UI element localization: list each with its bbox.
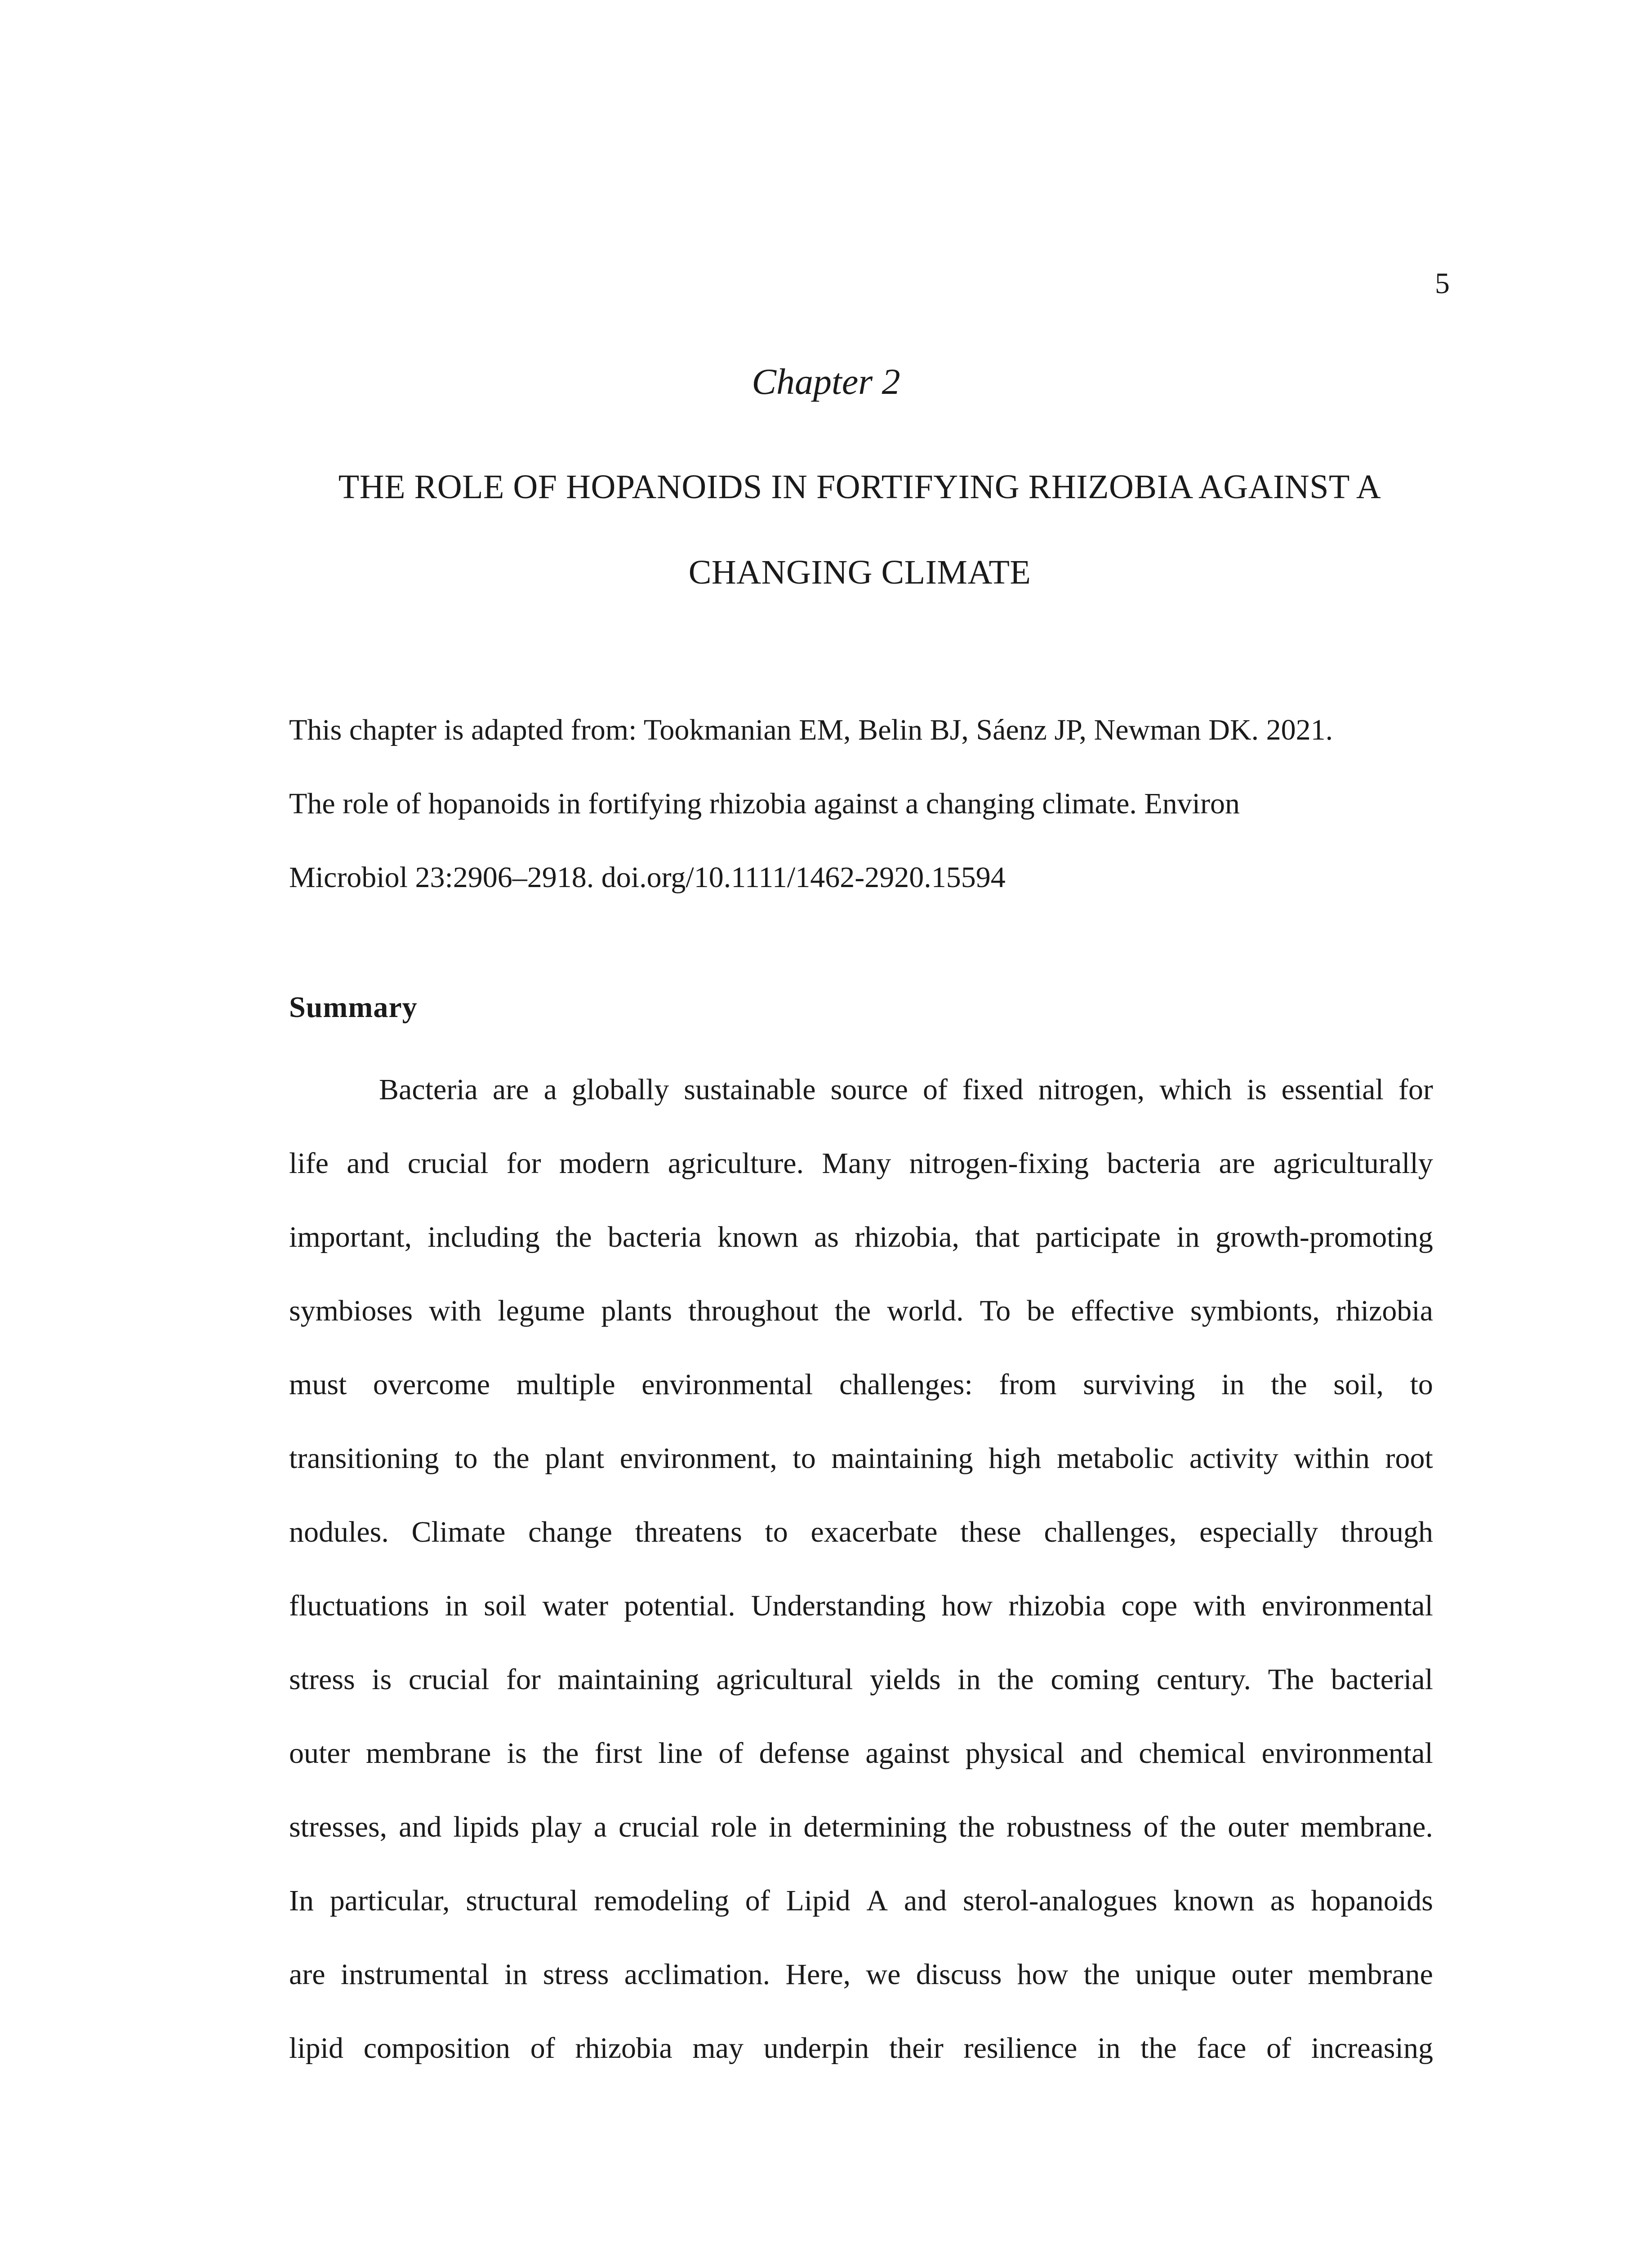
word: composition (363, 2032, 511, 2065)
word: defense (759, 1737, 850, 1770)
paragraph-line (289, 1569, 1433, 1643)
word: hopanoids (1311, 1884, 1433, 1917)
word: outer (289, 1737, 350, 1770)
word: is (507, 1737, 527, 1770)
word: in (1221, 1368, 1245, 1401)
word: world. (887, 1294, 964, 1327)
word: for (1398, 1073, 1433, 1106)
word: stress (289, 1663, 355, 1696)
word: agriculture. (668, 1147, 804, 1180)
word: that (975, 1221, 1020, 1253)
word: environmental (1261, 1737, 1433, 1770)
word: Understanding (751, 1589, 926, 1622)
word: fluctuations (289, 1589, 429, 1622)
word: are (1219, 1147, 1256, 1180)
word: are (289, 1958, 325, 1991)
word: rhizobia (575, 2032, 672, 2065)
word: the (493, 1442, 530, 1475)
word: exacerbate (810, 1516, 938, 1548)
word: with (1193, 1589, 1246, 1622)
word: in (769, 1811, 792, 1843)
paragraph-line (289, 2012, 1433, 2085)
word: acclimation. (624, 1958, 770, 1991)
word: a (593, 1811, 607, 1843)
word: membrane. (1300, 1811, 1433, 1843)
word: to (793, 1442, 816, 1475)
page-number: 5 (1435, 267, 1450, 300)
citation-line: Microbiol 23:2906–2918. doi.org/10.1111/1462-2920.15594 (289, 861, 1006, 894)
word: the (1140, 2032, 1177, 2065)
paragraph-line (289, 1200, 1433, 1274)
word: line (658, 1737, 703, 1770)
chapter-label: Chapter 2 (752, 361, 900, 402)
word: these (960, 1516, 1021, 1548)
word: nitrogen, (1038, 1073, 1145, 1106)
word: which (1159, 1073, 1232, 1106)
word: crucial (619, 1811, 699, 1843)
word: modern (559, 1147, 650, 1180)
paragraph-line (289, 1495, 1433, 1569)
word: globally (571, 1073, 669, 1106)
word: threatens (635, 1516, 742, 1548)
word: Lipid (786, 1884, 850, 1917)
word: the (1083, 1958, 1120, 1991)
word: increasing (1311, 2032, 1433, 2065)
word: of (1143, 1811, 1168, 1843)
word: Here, (785, 1958, 851, 1991)
word: resilience (963, 2032, 1078, 2065)
word: crucial (408, 1663, 490, 1696)
word: how (1017, 1958, 1069, 1991)
word: physical (965, 1737, 1064, 1770)
word: and (347, 1147, 390, 1180)
word: multiple (516, 1368, 615, 1401)
word: play (531, 1811, 582, 1843)
word: including (427, 1221, 540, 1253)
word: the (556, 1221, 592, 1253)
word: in (445, 1589, 468, 1622)
paragraph-line (289, 1643, 1433, 1717)
paragraph-line (289, 1790, 1433, 1864)
summary-heading: Summary (289, 991, 418, 1024)
chapter-title (288, 444, 1432, 615)
word: environmental (641, 1368, 813, 1401)
word: important, (289, 1221, 412, 1253)
word: known (1173, 1884, 1254, 1917)
paragraph-line (289, 1864, 1433, 1938)
chapter-title-line: THE ROLE OF HOPANOIDS IN FORTIFYING RHIZOBIA AGAINST A (338, 468, 1381, 506)
word: the (1271, 1368, 1307, 1401)
word: and (904, 1884, 947, 1917)
word: with (428, 1294, 482, 1327)
word: effective (1071, 1294, 1175, 1327)
word: nitrogen-fixing (909, 1147, 1089, 1180)
word: A (866, 1884, 888, 1917)
word: for (506, 1663, 541, 1696)
chapter-title-line: CHANGING CLIMATE (688, 553, 1031, 591)
word: nodules. (289, 1516, 389, 1548)
word: rhizobia (1008, 1589, 1106, 1622)
word: maintaining (831, 1442, 973, 1475)
word: bacteria (1107, 1147, 1201, 1180)
word: sustainable (684, 1073, 816, 1106)
word: in (1097, 2032, 1121, 2065)
word: we (866, 1958, 901, 1991)
word: and (1080, 1737, 1123, 1770)
word: soil, (1333, 1368, 1384, 1401)
word: activity (1189, 1442, 1278, 1475)
word: maintaining (557, 1663, 699, 1696)
word: symbionts, (1190, 1294, 1320, 1327)
word: particular, (330, 1884, 450, 1917)
word: bacteria (607, 1221, 702, 1253)
word: to (765, 1516, 788, 1548)
word: plant (545, 1442, 605, 1475)
word: may (692, 2032, 744, 2065)
paragraph-line (289, 1348, 1433, 1422)
word: water (542, 1589, 609, 1622)
word: underpin (763, 2032, 869, 2065)
word: life (289, 1147, 329, 1180)
word: challenges: (839, 1368, 973, 1401)
word: of (1266, 2032, 1291, 2065)
word: the (1180, 1811, 1216, 1843)
word: in (957, 1663, 981, 1696)
paragraph-line (289, 1717, 1433, 1790)
word: first (594, 1737, 643, 1770)
word: against (865, 1737, 950, 1770)
word: the (834, 1294, 871, 1327)
word: to (1410, 1368, 1433, 1401)
word: surviving (1083, 1368, 1195, 1401)
word: chemical (1139, 1737, 1246, 1770)
word: century. (1156, 1663, 1251, 1696)
word: known (717, 1221, 798, 1253)
paragraph-line (289, 1127, 1433, 1200)
word: their (889, 2032, 944, 2065)
word: is (372, 1663, 392, 1696)
word: within (1294, 1442, 1370, 1475)
word: fixed (962, 1073, 1024, 1106)
word: transitioning (289, 1442, 439, 1475)
word: legume (498, 1294, 585, 1327)
word: structural (466, 1884, 578, 1917)
word: soil (484, 1589, 527, 1622)
word: essential (1281, 1073, 1384, 1106)
word: rhizobia, (855, 1221, 959, 1253)
word: stresses, (289, 1811, 387, 1843)
word: discuss (916, 1958, 1002, 1991)
word: yields (870, 1663, 941, 1696)
word: membrane (365, 1737, 491, 1770)
word: robustness (1006, 1811, 1132, 1843)
word: the (997, 1663, 1034, 1696)
word: outer (1231, 1958, 1293, 1991)
word: throughout (688, 1294, 819, 1327)
word: metabolic (1057, 1442, 1174, 1475)
word: high (989, 1442, 1042, 1475)
paragraph-line (289, 1274, 1433, 1348)
word: of (530, 2032, 555, 2065)
word: of (718, 1737, 744, 1770)
word: source (830, 1073, 908, 1106)
word: potential. (624, 1589, 735, 1622)
word: agricultural (716, 1663, 853, 1696)
word: environmental (1261, 1589, 1433, 1622)
word: sterol-analogues (962, 1884, 1158, 1917)
word: a (543, 1073, 557, 1106)
word: determining (803, 1811, 947, 1843)
word: symbioses (289, 1294, 413, 1327)
word: as (814, 1221, 839, 1253)
word: root (1385, 1442, 1433, 1475)
word: lipid (289, 2032, 344, 2065)
word: rhizobia (1336, 1294, 1433, 1327)
word: are (492, 1073, 529, 1106)
word: for (506, 1147, 541, 1180)
word: change (528, 1516, 612, 1548)
word: from (999, 1368, 1057, 1401)
word: to (454, 1442, 478, 1475)
word: The (1268, 1663, 1314, 1696)
citation-line: The role of hopanoids in fortifying rhizobia against a changing climate. Environ (289, 787, 1240, 820)
word: overcome (373, 1368, 490, 1401)
word: Climate (411, 1516, 506, 1548)
word: Many (822, 1147, 891, 1180)
citation-note (289, 693, 1440, 914)
word: instrumental (340, 1958, 489, 1991)
word: outer (1228, 1811, 1289, 1843)
word: how (941, 1589, 993, 1622)
citation-line: This chapter is adapted from: Tookmanian EM, Belin BJ, Sáenz JP, Newman DK. 2021. (289, 714, 1333, 746)
word: and (399, 1811, 442, 1843)
word: as (1270, 1884, 1295, 1917)
word: role (711, 1811, 757, 1843)
word: face (1197, 2032, 1247, 2065)
word: must (289, 1368, 347, 1401)
paragraph-line (289, 1053, 1433, 1127)
paragraph-line (289, 1422, 1433, 1495)
word: lipids (453, 1811, 520, 1843)
word: the (958, 1811, 995, 1843)
word: be (1027, 1294, 1055, 1327)
word: especially (1199, 1516, 1318, 1548)
word: in (504, 1958, 528, 1991)
word: through (1340, 1516, 1433, 1548)
word: of (922, 1073, 948, 1106)
word: the (542, 1737, 579, 1770)
word: Bacteria (379, 1073, 478, 1106)
word: of (745, 1884, 770, 1917)
word: environment, (619, 1442, 777, 1475)
paragraph-line (289, 1938, 1433, 2012)
word: bacterial (1331, 1663, 1433, 1696)
word: crucial (407, 1147, 489, 1180)
word: coming (1051, 1663, 1140, 1696)
word: To (980, 1294, 1011, 1327)
word: stress (543, 1958, 609, 1991)
word: remodeling (594, 1884, 729, 1917)
word: membrane (1308, 1958, 1433, 1991)
word: challenges, (1044, 1516, 1177, 1548)
word: in (1176, 1221, 1200, 1253)
word: is (1247, 1073, 1267, 1106)
word: cope (1121, 1589, 1178, 1622)
word: participate (1035, 1221, 1161, 1253)
word: unique (1135, 1958, 1216, 1991)
word: In (289, 1884, 314, 1917)
word: agriculturally (1273, 1147, 1433, 1180)
word: growth-promoting (1215, 1221, 1433, 1253)
summary-paragraph (289, 1053, 1433, 2085)
word: plants (601, 1294, 672, 1327)
